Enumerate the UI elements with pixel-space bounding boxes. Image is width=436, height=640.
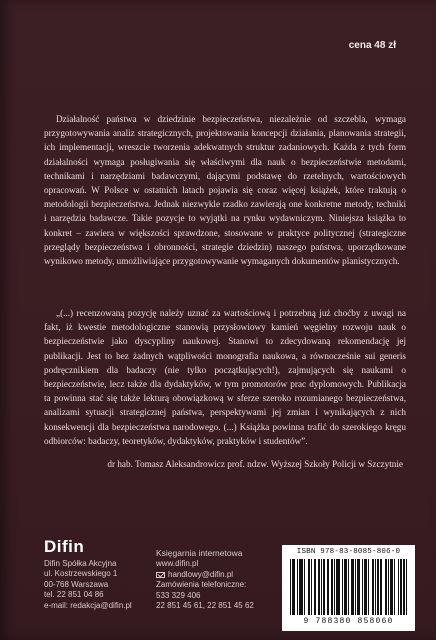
reviewer-signature: dr hab. Tomasz Aleksandrowicz prof. ndzw. Wyższej Szkoły Policji w Szczytnie bbox=[107, 459, 403, 469]
isbn-label: ISBN 978-83-8085-806-0 bbox=[296, 548, 401, 556]
publisher-street: ul. Kostrzewskiego 1 bbox=[44, 569, 118, 579]
barcode-bars bbox=[290, 559, 407, 615]
publisher-logo: Difin bbox=[44, 537, 85, 556]
orders-label: Zamówienia telefoniczne: bbox=[156, 580, 247, 590]
bookshop-info bbox=[156, 548, 266, 611]
publisher-address bbox=[44, 559, 154, 611]
barcode bbox=[282, 545, 415, 631]
review-quote: „(...) recenzowaną pozycję należy uznać za wartościową i potrzebną już choćby z uwagi na fakt, iż kwestie metodologiczne stanowią przysłowiowy kamień węgielny rozwoju nauk o bezpieczeństwie jako dyscypliny naukowej. Stanowi to zdecydowaną rekomendację jej publikacji. Jest to bez żadnych wątpliwości monografia naukowa, a równocześnie sui generis podręcznikiem dla badaczy (nie tylko początkujących!), zajmujących się naukami o bezpieczeństwie, lecz także dla dydaktyków, w tym promotorów prac dyplomowych. Publikacja ta powinna stać się także lekturą obowiązkową w sferze szeroko rozumianego bezpieczeństwa, analizami sytuacji strategicznej państwa, perspektywami jej zmian i wynikających z nich konsekwencji dla bezpieczeństwa narodowego. (...) Książka powinna trafić do szerokiego kręgu odbiorców: badaczy, teoretyków, dydaktyków, praktyków i studentów”. bbox=[44, 308, 406, 446]
bookshop-website: www.difin.pl bbox=[156, 559, 199, 569]
book-description: Działalność państwa w dziedzinie bezpieczeństwa, niezależnie od szczebla, wymaga przygotowywania analiz strategicznych, projektowania koncepcji działania, planowania strategii, ich implementacji, wreszcie tworzenia adekwatnych struktur zadaniowych. Każda z tych form działalności wymaga posługiwania się właściwymi dla nauk o bezpieczeństwie metodami, technikami i narzędziami badawczymi, dającymi podstawę do rzetelnych, wartościowych opracowań. W Polsce w ostatnich latach pojawia się coraz więcej książek, które traktują o metodologii bezpieczeństwa. Jednak niezwykle rzadko zawierają one konkretne metody, techniki i narzędzia badawcze. Takie pozycje to wyjątki na rynku wydawniczym. Niniejsza książka to konkret – zawiera w większości sprawdzone, stosowane w praktyce politycznej (strategiczne przeglądy bezpieczeństwa i obronności, strategie dziedzin) naszego państwa, uporządkowane wynikowo metody, umożliwiające przygotowywanie wymaganych dokumentów planistycznych. bbox=[44, 114, 406, 267]
bookshop-email: handlowy@difin.pl bbox=[168, 569, 234, 579]
publisher-city: 00-768 Warszawa bbox=[44, 579, 109, 589]
publisher-phone: tel. 22 851 04 86 bbox=[44, 590, 104, 600]
orders-phone-2: 22 851 45 61, 22 851 45 62 bbox=[156, 601, 254, 611]
publisher-name: Difin Spółka Akcyjna bbox=[44, 559, 117, 568]
publisher-email: e-mail: redakcja@difin.pl bbox=[44, 600, 132, 610]
orders-phone-1: 533 329 406 bbox=[156, 590, 201, 600]
bookshop-email-row bbox=[156, 570, 266, 580]
price-label: cena 48 zł bbox=[348, 40, 396, 51]
bookshop-title: Księgarnia internetowa bbox=[156, 548, 243, 558]
barcode-digits: 9 788380 858060 bbox=[303, 617, 394, 626]
mail-icon bbox=[156, 572, 165, 578]
